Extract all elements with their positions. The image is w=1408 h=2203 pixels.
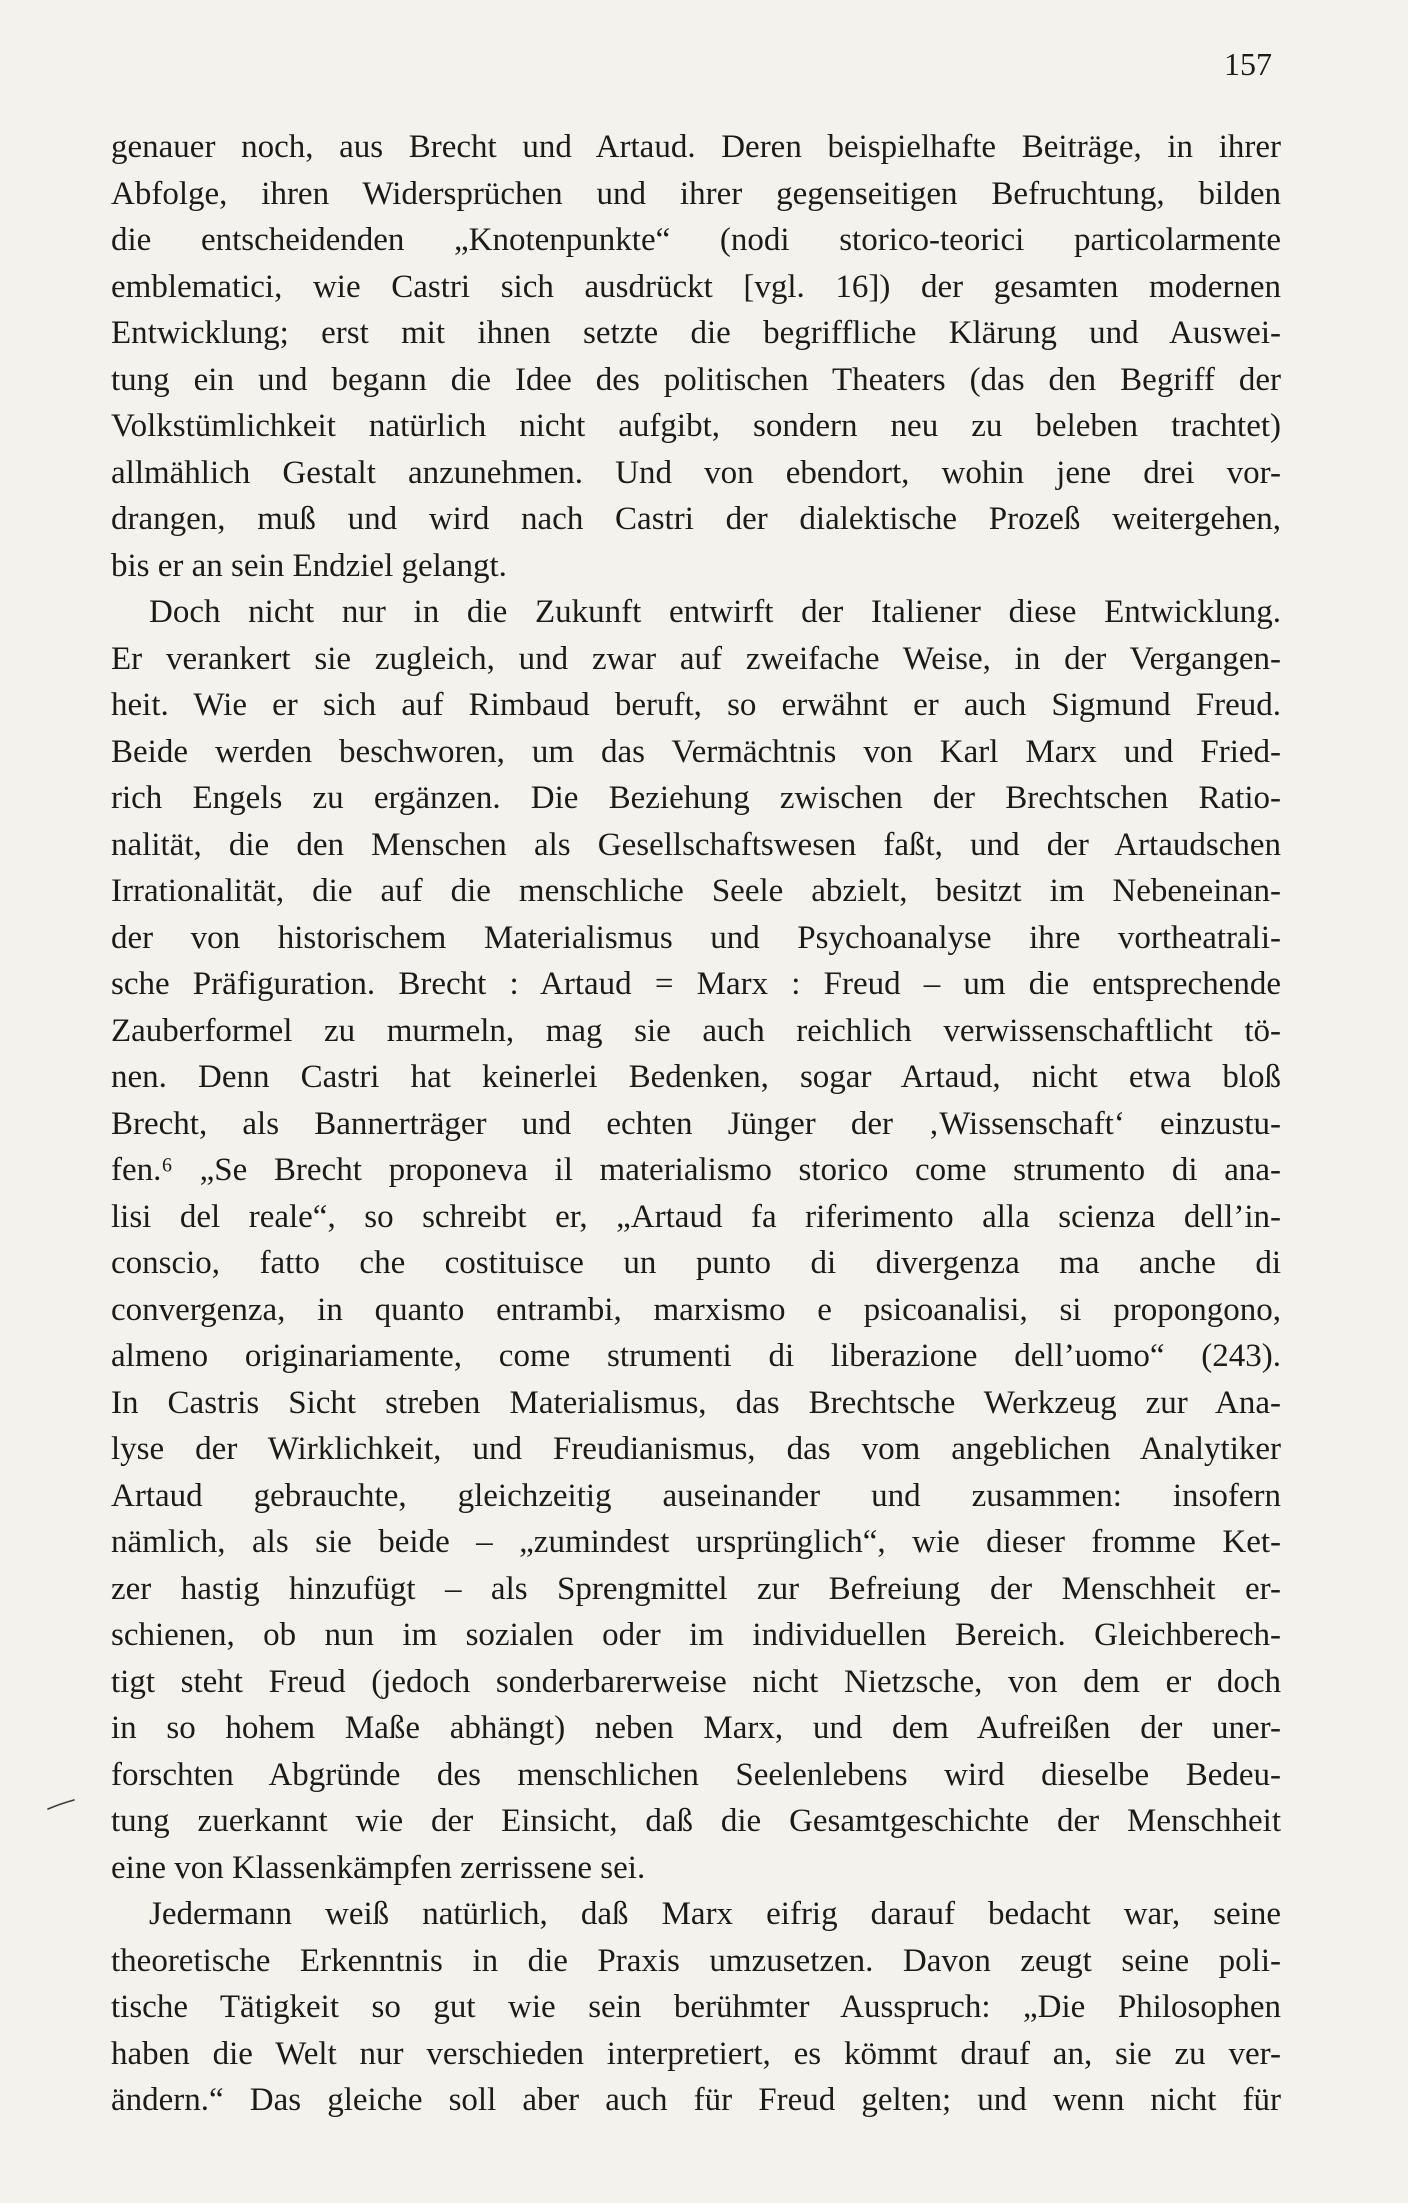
text-line: Zauberformel zu murmeln, mag sie auch reichlich verwissenschaftlicht tö- bbox=[111, 1012, 1281, 1049]
text-line: Entwicklung; erst mit ihnen setzte die begriffliche Klärung und Auswei- bbox=[111, 315, 1281, 351]
page-number: 157 bbox=[1224, 46, 1272, 82]
text-line: tung ein und begann die Idee des politischen Theaters (das den Begriff der bbox=[111, 361, 1281, 398]
text-line: Abfolge, ihren Widersprüchen und ihrer gegenseitigen Befruchtung, bilden bbox=[111, 175, 1281, 212]
text-line: haben die Welt nur verschieden interpretiert, es kömmt drauf an, sie zu ver- bbox=[111, 2035, 1281, 2072]
text-line: emblematici, wie Castri sich ausdrückt [vgl. 16]) der gesamten modernen bbox=[111, 268, 1281, 305]
text-line: Beide werden beschworen, um das Vermächtnis von Karl Marx und Fried- bbox=[111, 733, 1281, 770]
text-line: drangen, muß und wird nach Castri der dialektische Prozeß weitergehen, bbox=[111, 501, 1281, 537]
text-line: Jedermann weiß natürlich, daß Marx eifrig darauf bedacht war, seine bbox=[149, 1896, 1281, 1932]
text-line: heit. Wie er sich auf Rimbaud beruft, so erwähnt er auch Sigmund Freud. bbox=[111, 687, 1281, 723]
text-line: der von historischem Materialismus und Psychoanalyse ihre vortheatrali- bbox=[111, 919, 1281, 956]
text-line: genauer noch, aus Brecht und Artaud. Deren beispielhafte Beiträge, in ihrer bbox=[111, 129, 1281, 165]
text-line: Er verankert sie zugleich, und zwar auf zweifache Weise, in der Vergangen- bbox=[111, 640, 1281, 677]
text-line: Brecht, als Bannerträger und echten Jünger der ‚Wissenschaft‘ einzustu- bbox=[111, 1105, 1281, 1142]
body-text bbox=[111, 124, 1281, 2124]
text-line: nen. Denn Castri hat keinerlei Bedenken, sogar Artaud, nicht etwa bloß bbox=[111, 1059, 1281, 1095]
text-line: forschten Abgründe des menschlichen Seelenlebens wird dieselbe Bedeu- bbox=[111, 1756, 1281, 1793]
text-line: die entscheidenden „Knotenpunkte“ (nodi storico-teorici particolarmente bbox=[111, 222, 1281, 258]
text-line: Artaud gebrauchte, gleichzeitig auseinander und zusammen: insofern bbox=[111, 1477, 1281, 1514]
text-line: tische Tätigkeit so gut wie sein berühmter Ausspruch: „Die Philosophen bbox=[111, 1989, 1281, 2025]
text-line: Irrationalität, die auf die menschliche Seele abzielt, besitzt im Nebeneinan- bbox=[111, 873, 1281, 909]
text-line: In Castris Sicht streben Materialismus, das Brechtsche Werkzeug zur Ana- bbox=[111, 1384, 1281, 1421]
text-line: in so hohem Maße abhängt) neben Marx, und dem Aufreißen der uner- bbox=[111, 1710, 1281, 1746]
text-line: conscio, fatto che costituisce un punto di divergenza ma anche di bbox=[111, 1245, 1281, 1281]
text-line: bis er an sein Endziel gelangt. bbox=[111, 547, 507, 584]
text-line: nalität, die den Menschen als Gesellschaftswesen faßt, und der Artaudschen bbox=[111, 826, 1281, 863]
text-line: Doch nicht nur in die Zukunft entwirft der Italiener diese Entwicklung. bbox=[149, 594, 1281, 630]
text-line: zer hastig hinzufügt – als Sprengmittel zur Befreiung der Menschheit er- bbox=[111, 1570, 1281, 1607]
text-line: sche Präfiguration. Brecht : Artaud = Marx : Freud – um die entsprechende bbox=[111, 966, 1281, 1002]
text-line: theoretische Erkenntnis in die Praxis umzusetzen. Davon zeugt seine poli- bbox=[111, 1942, 1281, 1979]
text-line: allmählich Gestalt anzunehmen. Und von ebendort, wohin jene drei vor- bbox=[111, 454, 1281, 491]
text-line: almeno originariamente, come strumenti di liberazione dell’uomo“ (243). bbox=[111, 1338, 1281, 1374]
margin-pencil-mark bbox=[46, 1798, 76, 1812]
text-line: ändern.“ Das gleiche soll aber auch für Freud gelten; und wenn nicht für bbox=[111, 2082, 1281, 2118]
text-line: tigt steht Freud (jedoch sonderbarerweise nicht Nietzsche, von dem er doch bbox=[111, 1663, 1281, 1700]
text-line: lisi del reale“, so schreibt er, „Artaud fa riferimento alla scienza dell’in- bbox=[111, 1198, 1281, 1235]
text-line: rich Engels zu ergänzen. Die Beziehung zwischen der Brechtschen Ratio- bbox=[111, 780, 1281, 816]
text-line: nämlich, als sie beide – „zumindest ursprünglich“, wie dieser fromme Ket- bbox=[111, 1524, 1281, 1560]
text-line: convergenza, in quanto entrambi, marxismo e psicoanalisi, si propongono, bbox=[111, 1291, 1281, 1328]
text-line: fen.⁶ „Se Brecht proponeva il materialismo storico come strumento di ana- bbox=[111, 1152, 1281, 1188]
text-line: Volkstümlichkeit natürlich nicht aufgibt, sondern neu zu beleben trachtet) bbox=[111, 408, 1281, 444]
text-line: lyse der Wirklichkeit, und Freudianismus, das vom angeblichen Analytiker bbox=[111, 1431, 1281, 1467]
text-line: eine von Klassenkämpfen zerrissene sei. bbox=[111, 1849, 646, 1886]
text-line: schienen, ob nun im sozialen oder im individuellen Bereich. Gleichberech- bbox=[111, 1617, 1281, 1653]
text-line: tung zuerkannt wie der Einsicht, daß die Gesamtgeschichte der Menschheit bbox=[111, 1803, 1281, 1839]
